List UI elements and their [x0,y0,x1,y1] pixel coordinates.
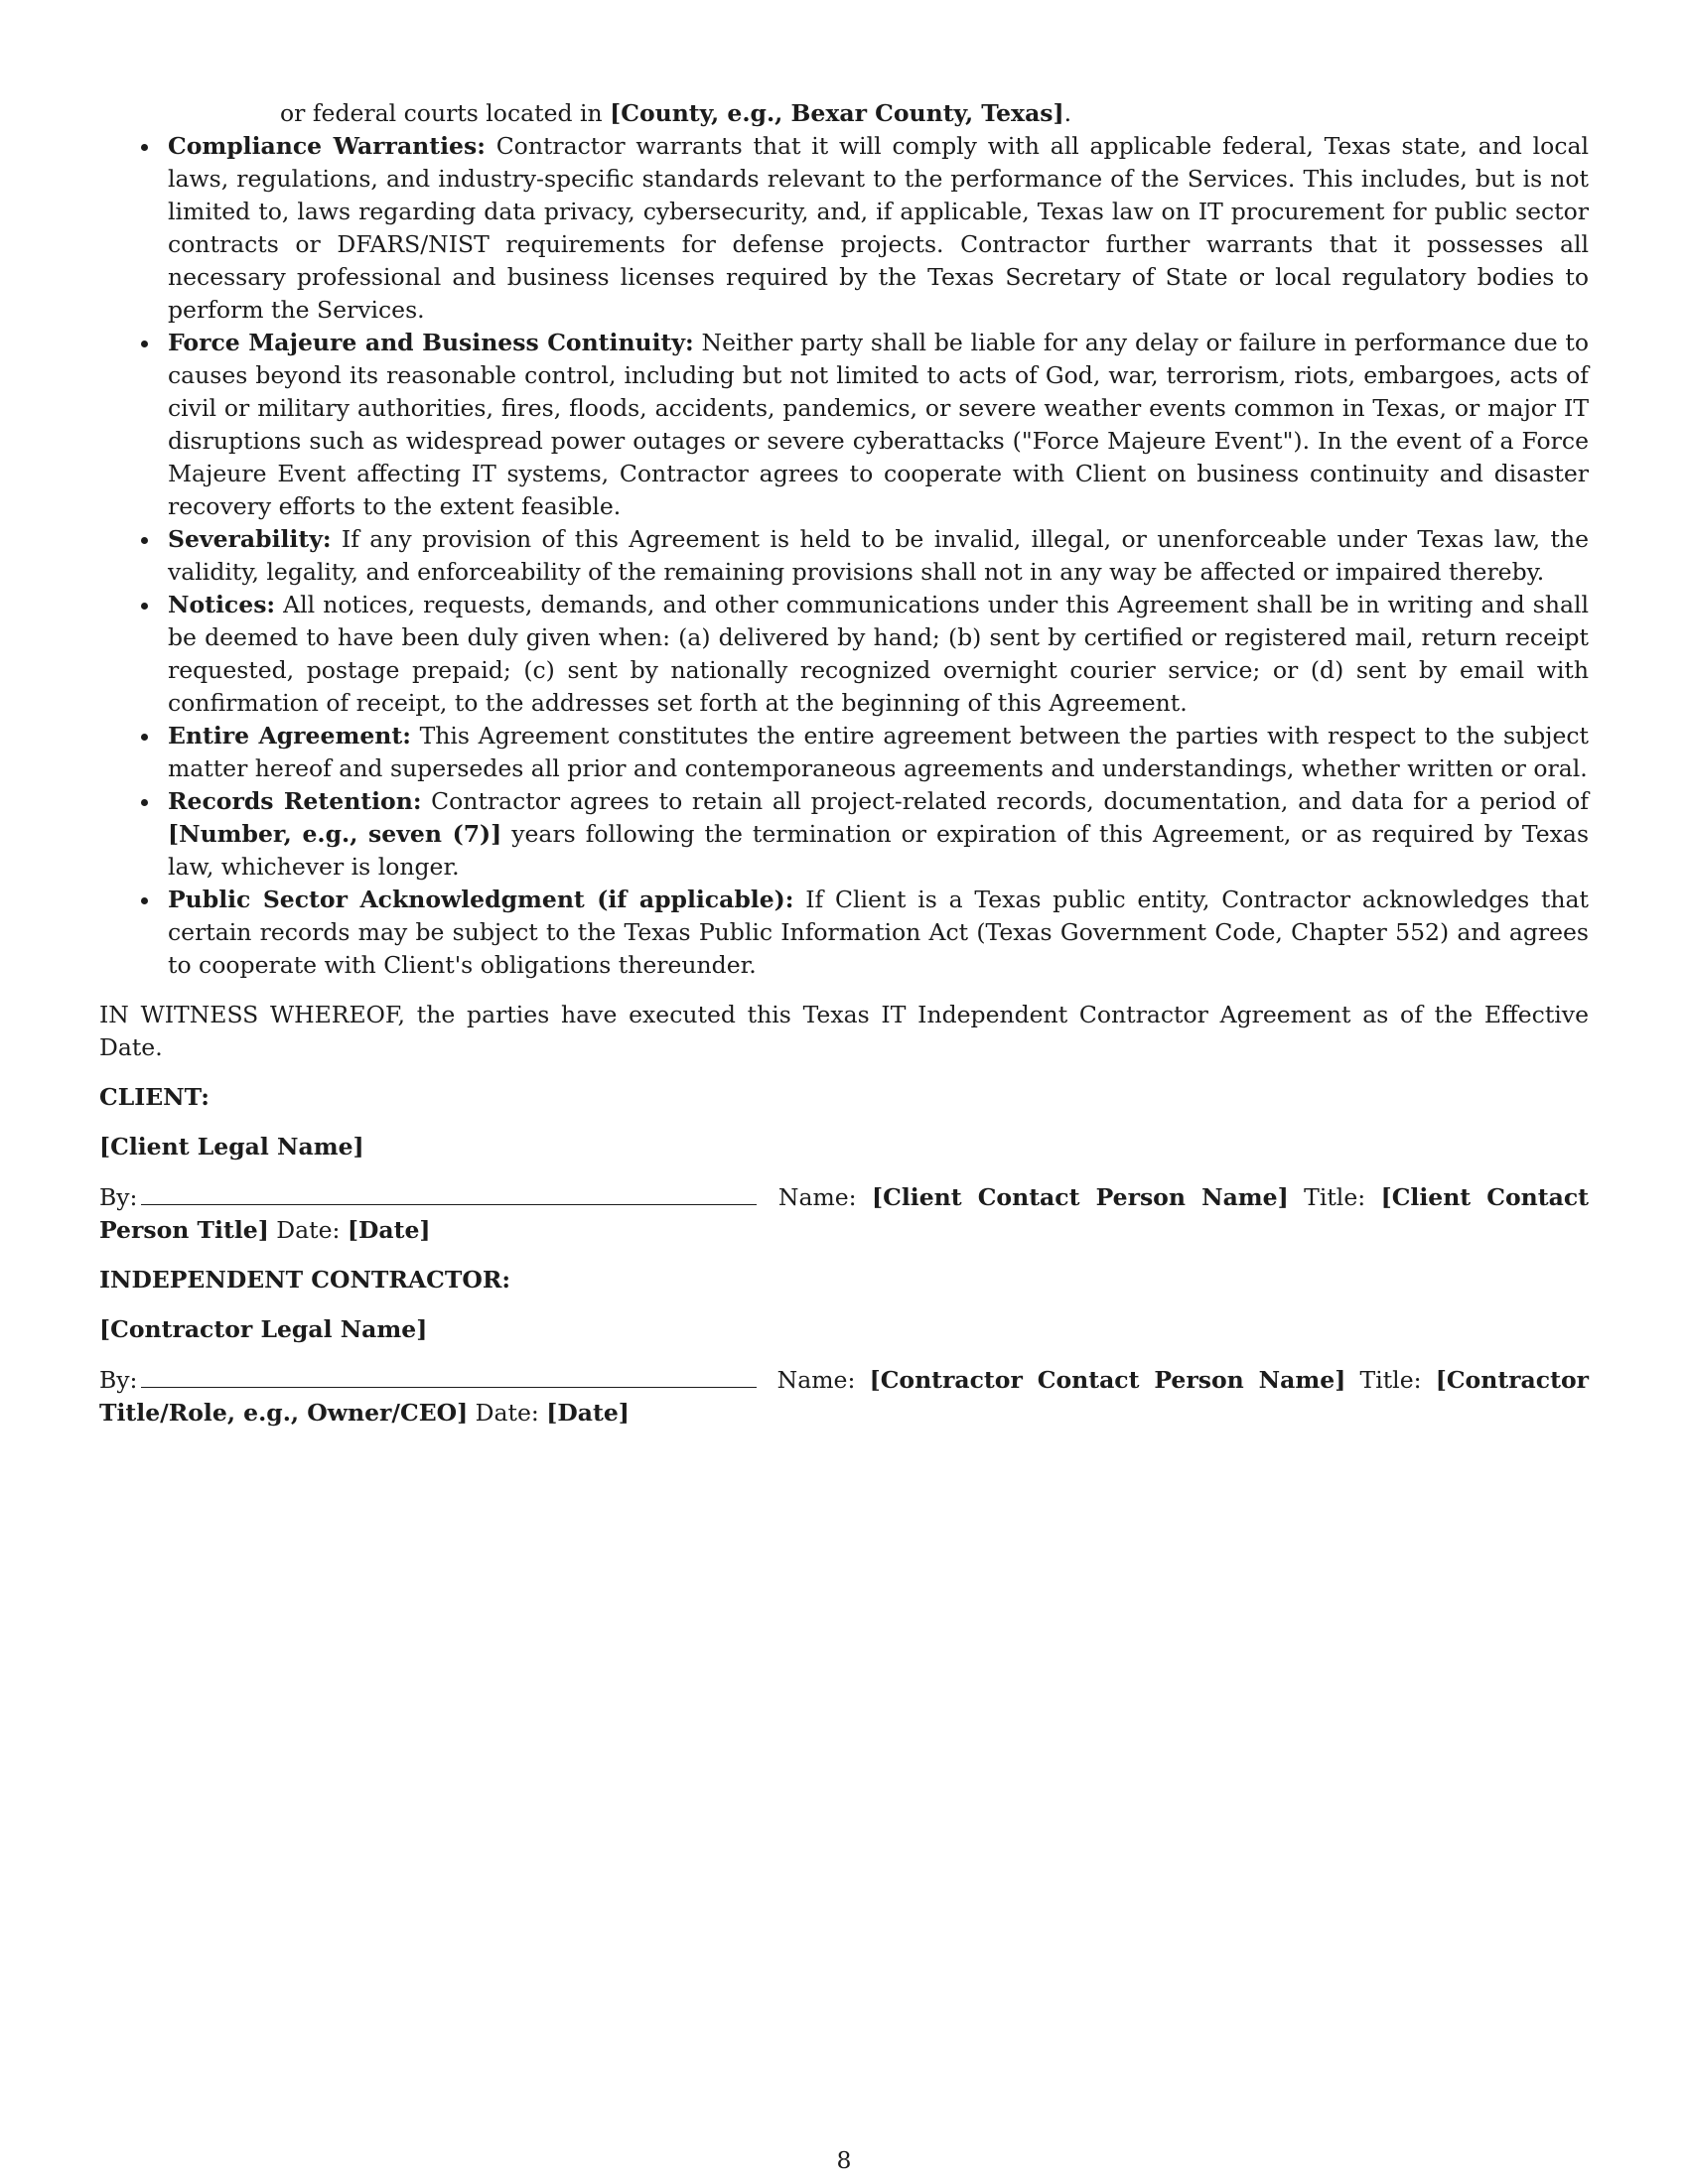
clause-continuation [280,97,1589,130]
contractor-legal-name [99,1313,1589,1346]
date-label: Date: [268,1216,348,1244]
name-label: Name: [763,1183,873,1211]
bullet-icon [141,144,148,151]
clause-title: Force Majeure and Business Continuity: [168,329,694,356]
bullet-icon [141,603,148,610]
title-label: Title: [1345,1366,1436,1394]
clause-text: All notices, requests, demands, and other communications under this Agreement shall be in writing and shall be deemed to have been duly given when: (a) delivered by hand; (b) sent by certified or registered mail, return receipt requested, postage prepaid; (c) sent by nationally recognized overnight courier service; or (d) sent by email with confirmation of receipt, to the addresses set forth at the beginning of this Agreement. [168,591,1589,717]
clause-text: Neither party shall be liable for any delay or failure in performance due to causes beyond its reasonable control, including but not limited to acts of God, war, terrorism, riots, embargoes, acts of civil or military authorities, fires, floods, accidents, pandemics, or severe weather events common in Texas, or major IT disruptions such as widespread power outages or severe cyberattacks ("Force Majeure Event"). In the event of a Force Majeure Event affecting IT systems, Contractor agrees to cooperate with Client on business continuity and disaster recovery efforts to the extent feasible. [168,329,1589,520]
date-label: Date: [468,1399,547,1427]
title-label: Title: [1288,1183,1381,1211]
contractor-legal-name-text: [Contractor Legal Name] [99,1315,428,1343]
contractor-signature-block [99,1363,1589,1430]
contractor-contact-name: [Contractor Contact Person Name] [869,1366,1346,1394]
clause-title: Public Sector Acknowledgment (if applicable): [168,886,794,913]
client-date: [Date] [347,1216,431,1244]
bullet-icon [141,734,148,741]
client-contact-name: [Client Contact Person Name] [872,1183,1289,1211]
clause-text: If Client is a Texas public entity, Contractor acknowledges that certain records may be subject to the Texas Public Information Act (Texas Government Code, Chapter 552) and agrees to cooperate with Client's obligations thereunder. [168,886,1589,979]
client-signature-block [99,1180,1589,1247]
clause-text: If any provision of this Agreement is held to be invalid, illegal, or unenforceable under Texas law, the validity, legality, and enforceability of the remaining provisions shall not in any way be affected or impaired thereby. [168,525,1589,586]
page-number: 8 [836,2146,852,2174]
clause-text: This Agreement constitutes the entire agreement between the parties with respect to the subject matter hereof and supersedes all prior and contemporaneous agreements and understandings, whether written or oral. [168,722,1589,782]
clause-records-retention [168,785,1589,884]
clause-text: years following the termination or expiration of this Agreement, or as required by Texas law, whichever is longer. [168,820,1589,881]
contractor-date: [Date] [546,1399,630,1427]
clause-notices [168,589,1589,720]
contractor-title: [Contractor Title/Role, e.g., Owner/CEO] [99,1366,1589,1427]
bullet-icon [141,341,148,347]
by-label: By: [99,1183,138,1211]
clause-title: Entire Agreement: [168,722,411,750]
clause-title: Notices: [168,591,276,618]
continuation-end: . [1063,99,1072,127]
clause-title: Severability: [168,525,332,553]
clause-entire-agreement [168,720,1589,785]
clause-public-sector [168,884,1589,982]
client-legal-name-text: [Client Legal Name] [99,1133,364,1160]
clause-list [99,130,1589,982]
clause-text: Contractor warrants that it will comply with all applicable federal, Texas state, and local laws, regulations, and industry-specific standards relevant to the performance of the Services. This includes, but is not limited to, laws regarding data privacy, cybersecurity, and, if applicable, Texas law on IT procurement for public sector contracts or DFARS/NIST requirements for defense projects. Contractor further warrants that it possesses all necessary professional and business licenses required by the Texas Secretary of State or local regulatory bodies to perform the Services. [168,132,1590,324]
clause-title: Records Retention: [168,787,422,815]
client-contact-title: [Client Contact Person Title] [99,1183,1589,1244]
name-label: Name: [763,1366,870,1394]
clause-title: Compliance Warranties: [168,132,486,160]
bullet-icon [141,799,148,806]
witness-statement: IN WITNESS WHEREOF, the parties have executed this Texas IT Independent Contractor Agreement as of the Effective Date. [99,1001,1589,1061]
clause-severability [168,523,1589,589]
client-heading: CLIENT: [99,1083,210,1111]
clause-compliance-warranties [168,130,1589,327]
years-placeholder: [Number, e.g., seven (7)] [168,820,502,848]
contractor-signature-line[interactable] [141,1363,757,1388]
client-legal-name [99,1131,1589,1163]
contractor-heading: INDEPENDENT CONTRACTOR: [99,1266,511,1294]
by-label: By: [99,1366,138,1394]
county-placeholder: [County, e.g., Bexar County, Texas] [610,99,1064,127]
clause-text: Contractor agrees to retain all project-related records, documentation, and data for a period of [421,787,1590,815]
clause-force-majeure [168,327,1589,523]
bullet-icon [141,537,148,544]
client-signature-line[interactable] [141,1180,757,1205]
bullet-icon [141,897,148,904]
document-page [99,97,1589,1430]
continuation-text: or federal courts located in [280,99,611,127]
